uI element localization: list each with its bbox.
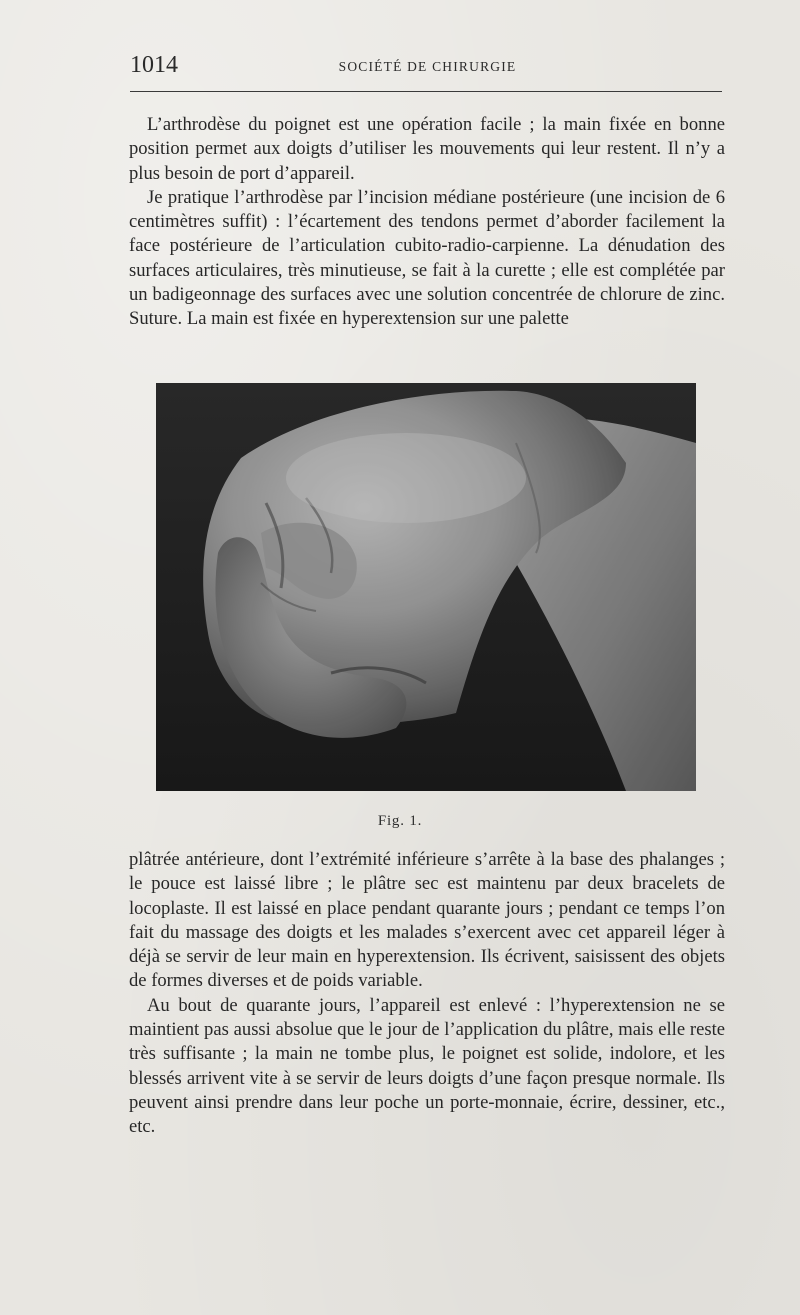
- body-text-top: [129, 113, 725, 332]
- hand-photograph: [156, 383, 696, 791]
- journal-title: SOCIÉTÉ DE CHIRURGIE: [338, 59, 517, 74]
- running-head: [130, 52, 725, 82]
- paragraph: L’arthrodèse du poignet est une opération facile ; la main fixée en bonne position permet aux doigts d’utiliser les mouvements qui leur restent. Il n’y a plus besoin de port d’appareil.: [129, 114, 725, 184]
- paragraph: Au bout de quarante jours, l’appareil est enlevé : l’hyperextension ne se maintient pas aussi absolue que le jour de l’application du plâtre, mais elle reste très suffisante ; la main ne tombe plus, le poignet est solide, indolore, et les blessés arrivent vite à se servir de leurs doigts d’une façon presque normale. Ils peuvent ainsi prendre dans leur poche un porte-monnaie, écrire, dessiner, etc., etc.: [129, 994, 725, 1138]
- figure-caption: Fig. 1.: [377, 813, 423, 829]
- body-text-bottom: [129, 848, 725, 1140]
- paragraph: Je pratique l’arthrodèse par l’incision médiane postérieure (une incision de 6 centimètres suffit) : l’écartement des tendons permet d’aborder facilement la face postérieure de l’articulation cubito-radio-carpienne. La dénudation des surfaces articulaires, très minutieuse, se fait à la curette ; elle est complétée par un badigeonnage des surfaces avec une solution concentrée de chlorure de zinc. Suture. La main est fixée en hyperextension sur une palette: [129, 186, 725, 330]
- page-number: 1014: [130, 52, 178, 78]
- header-rule: [130, 91, 722, 92]
- paragraph: plâtrée antérieure, dont l’extrémité inférieure s’arrête à la base des phalanges ; le pouce est laissé libre ; le plâtre sec est maintenu par deux bracelets de locoplaste. Il est laissé en place pendant quarante jours ; pendant ce temps l’on fait du massage des doigts et les malades s’exercent avec cet appareil léger à déjà se servir de leur main en hyperextension. Ils écrivent, saisissent des objets de formes diverses et de poids variable.: [129, 849, 725, 992]
- figure-photograph-hand: [156, 383, 696, 791]
